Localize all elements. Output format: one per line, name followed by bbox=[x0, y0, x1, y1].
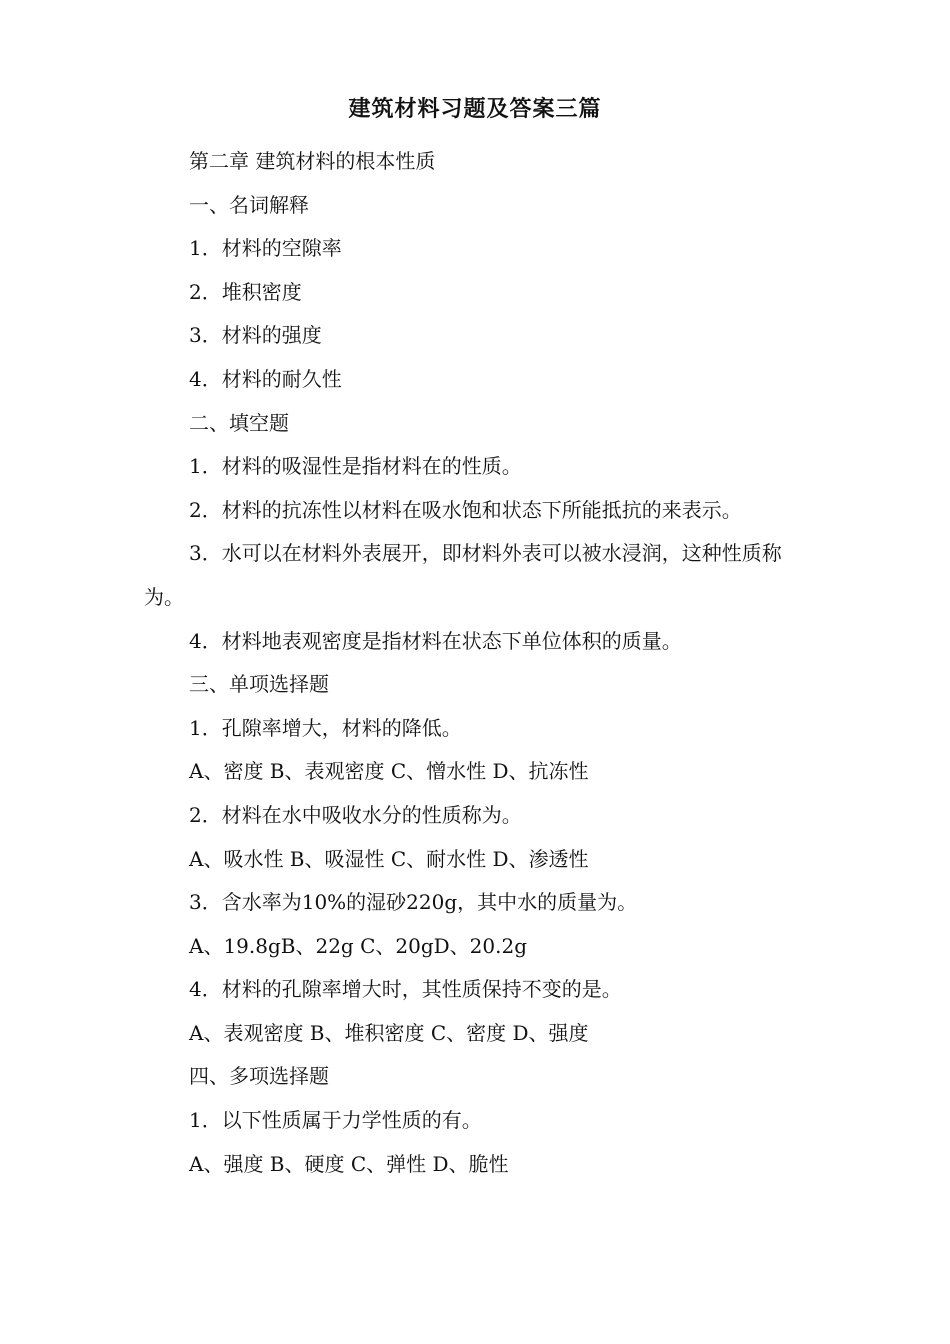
list-item: 4．材料地表观密度是指材料在状态下单位体积的质量。 bbox=[189, 628, 682, 653]
section-heading-fill-blank: 二、填空题 bbox=[189, 410, 289, 435]
options: A、吸水性 B、吸湿性 C、耐水性 D、渗透性 bbox=[189, 846, 589, 871]
question: 4．材料的孔隙率增大时，其性质保持不变的是。 bbox=[189, 977, 622, 1002]
question: 3．含水率为10%的湿砂220g，其中水的质量为。 bbox=[189, 890, 638, 915]
section-heading-multi-choice: 四、多项选择题 bbox=[189, 1064, 329, 1089]
list-item: 2．材料的抗冻性以材料在吸水饱和状态下所能抵抗的来表示。 bbox=[189, 497, 742, 522]
list-item: 1．材料的空隙率 bbox=[189, 236, 342, 261]
question: 1．孔隙率增大，材料的降低。 bbox=[189, 715, 462, 740]
options: A、密度 B、表观密度 C、憎水性 D、抗冻性 bbox=[189, 759, 589, 784]
section-heading-terms: 一、名词解释 bbox=[189, 192, 309, 217]
list-item: 4．材料的耐久性 bbox=[189, 366, 342, 391]
section-heading-single-choice: 三、单项选择题 bbox=[189, 672, 329, 697]
document-body bbox=[144, 140, 814, 1186]
options: A、19.8gB、22g C、20gD、20.2g bbox=[189, 933, 528, 958]
question: 2．材料在水中吸收水分的性质称为。 bbox=[189, 802, 522, 827]
options: A、表观密度 B、堆积密度 C、密度 D、强度 bbox=[189, 1020, 589, 1045]
list-item: 1．材料的吸湿性是指材料在的性质。 bbox=[189, 454, 522, 479]
list-item-wrapped: 3．水可以在材料外表展开，即材料外表可以被水浸润，这种性质称为。 bbox=[144, 541, 782, 609]
options: A、强度 B、硬度 C、弹性 D、脆性 bbox=[189, 1151, 509, 1176]
question: 1．以下性质属于力学性质的有。 bbox=[189, 1108, 482, 1133]
list-item: 3．材料的强度 bbox=[189, 323, 322, 348]
list-item: 2．堆积密度 bbox=[189, 279, 302, 304]
chapter-heading: 第二章 建筑材料的根本性质 bbox=[189, 149, 436, 173]
document-title: 建筑材料习题及答案三篇 bbox=[348, 96, 602, 122]
